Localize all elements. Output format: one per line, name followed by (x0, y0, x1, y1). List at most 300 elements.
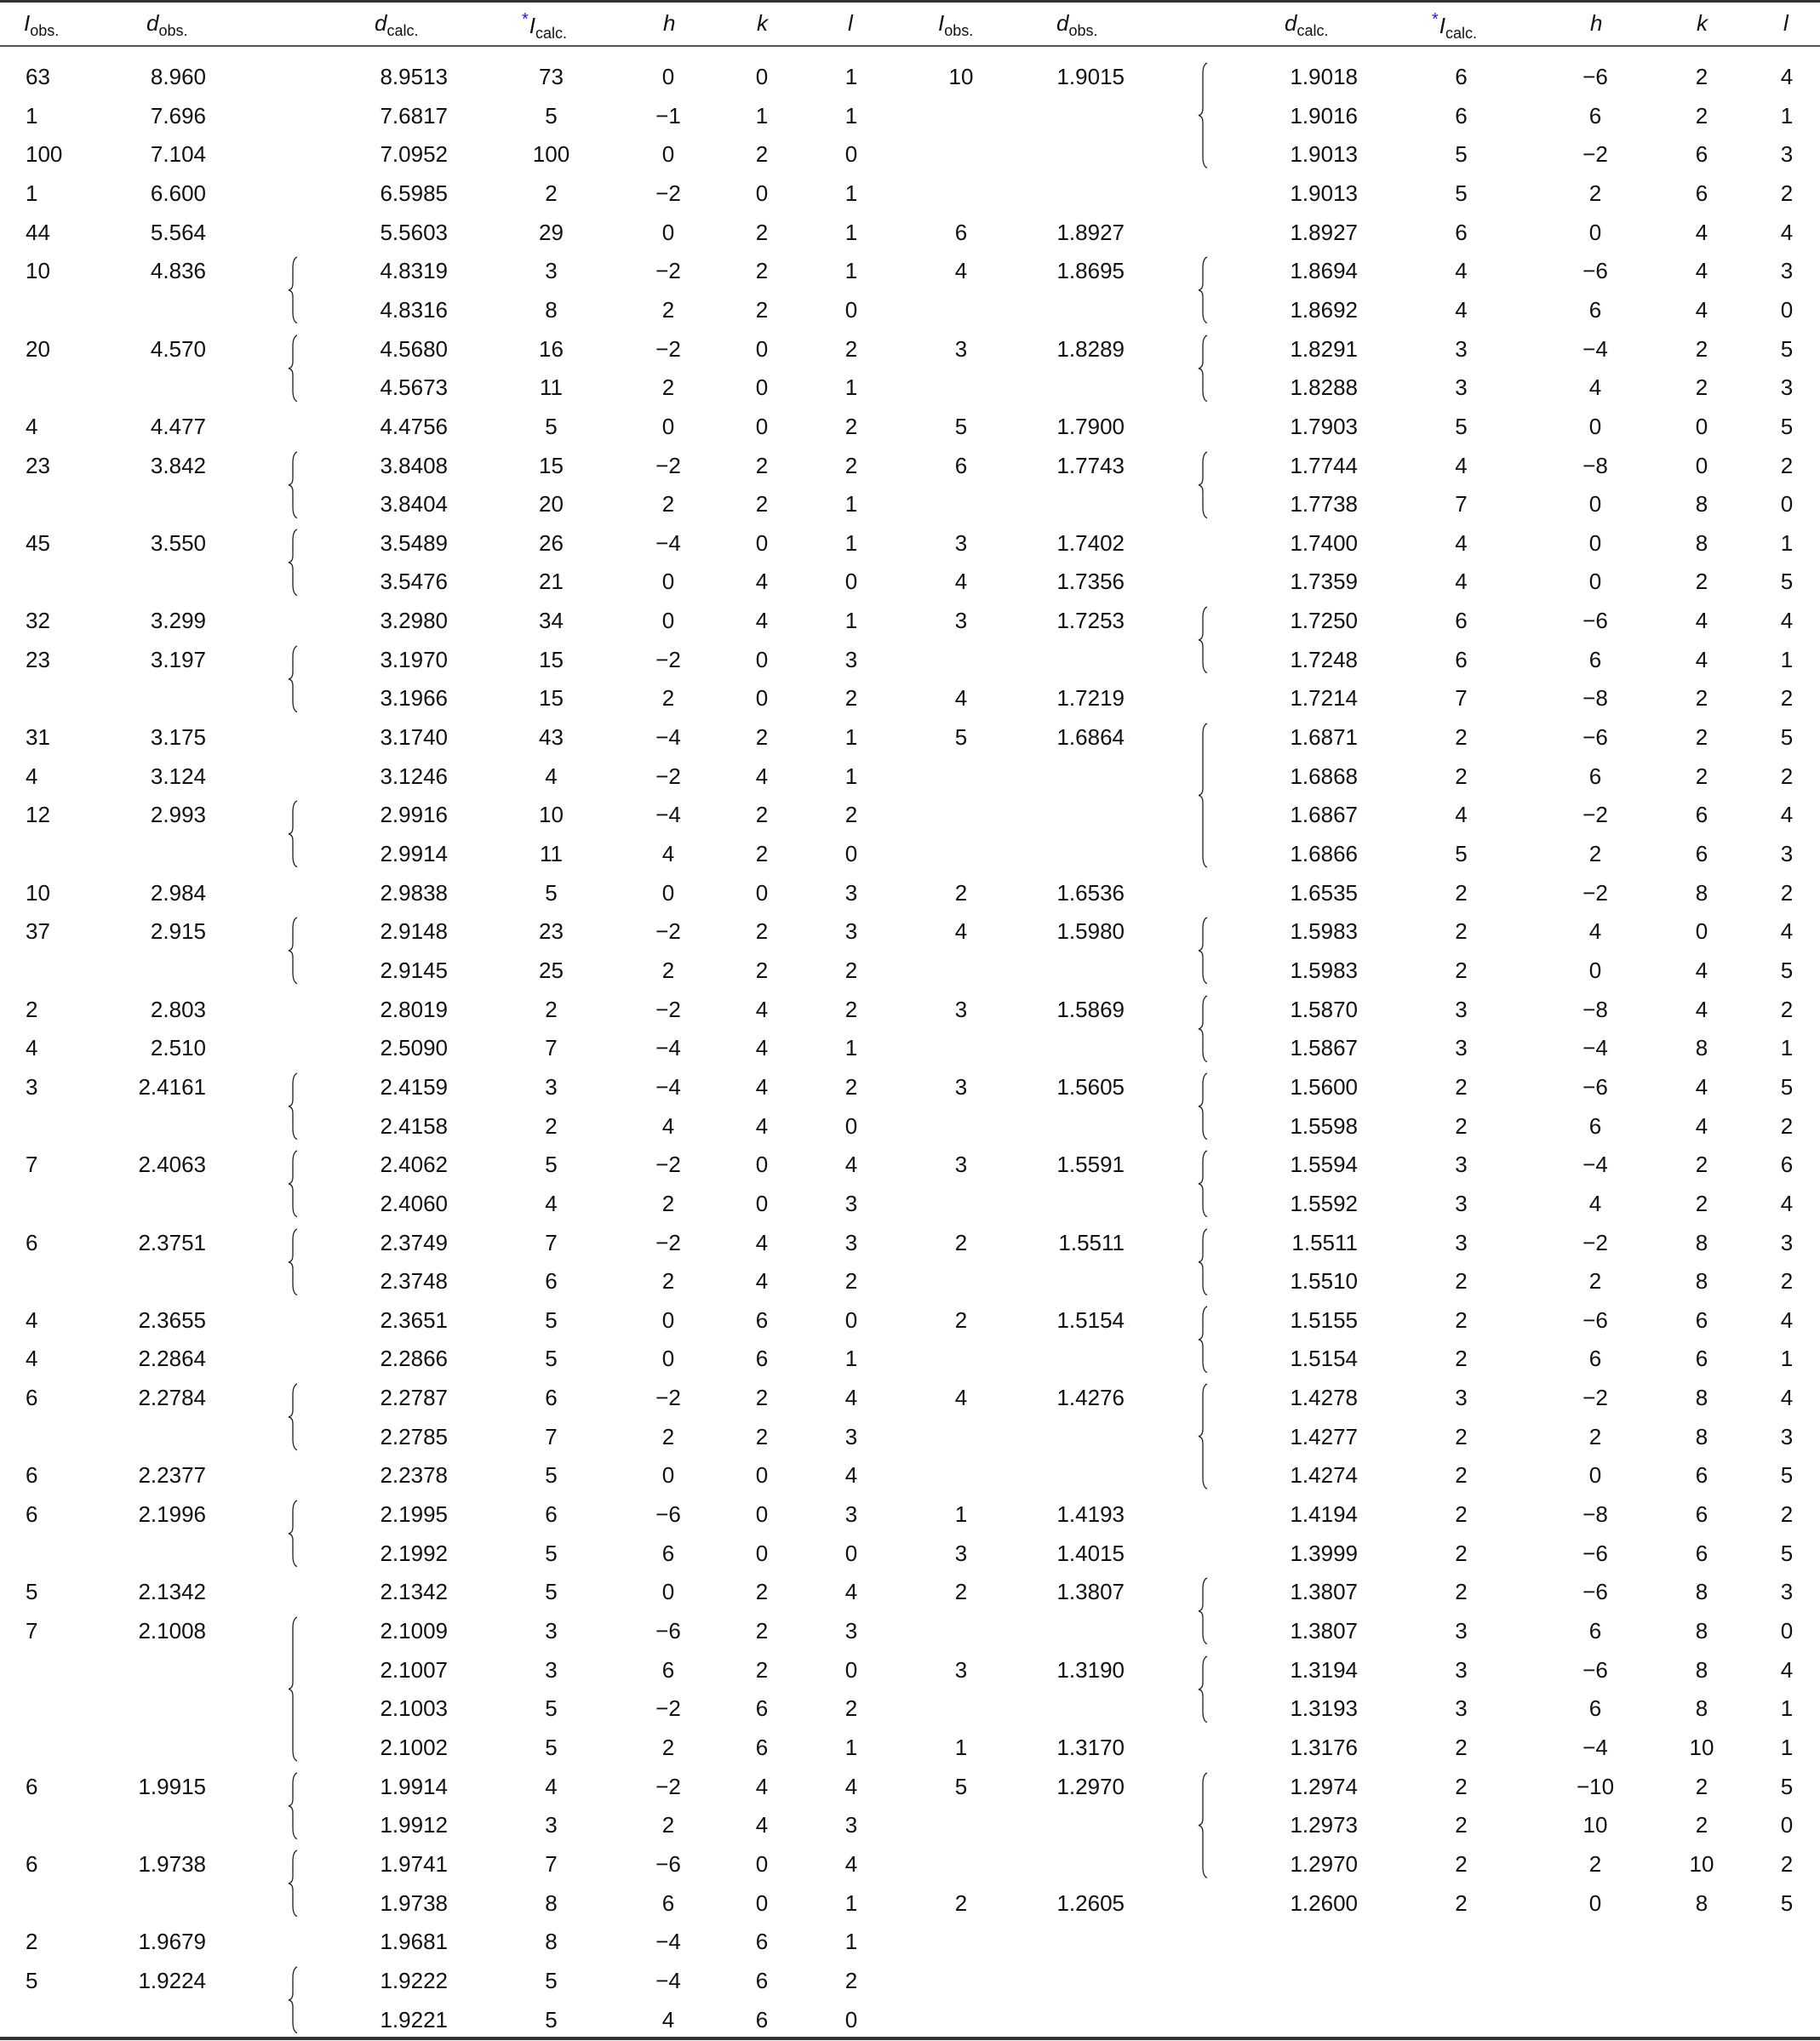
cell-h: 2 (661, 1734, 675, 1760)
cell-k: 0 (755, 1190, 769, 1216)
cell-icalc: 6 (1455, 646, 1468, 672)
cell-dcalc: 2.2787 (380, 1385, 448, 1411)
cell-l: 2 (1780, 996, 1794, 1022)
cell-l: 4 (844, 1152, 858, 1178)
cell-dcalc: 2.1003 (380, 1695, 448, 1722)
cell-h: 4 (1588, 1190, 1602, 1216)
cell-iobs: 2 (954, 1889, 968, 1916)
curly-brace-icon (287, 800, 299, 868)
cell-icalc: 4 (1455, 529, 1468, 556)
cell-h: 2 (661, 1190, 675, 1216)
cell-dcalc: 2.9914 (380, 841, 448, 866)
cell-dobs: 1.9224 (138, 1967, 206, 1993)
cell-k: 0 (755, 1850, 769, 1877)
cell-dobs: 1.6536 (1056, 879, 1125, 906)
cell-h: 4 (1588, 374, 1602, 401)
cell-l: 3 (844, 1229, 858, 1255)
cell-h: −2 (1582, 141, 1608, 168)
cell-dobs: 1.8289 (1056, 335, 1125, 362)
cell-k: 6 (755, 1929, 769, 1955)
cell-dcalc: 1.3193 (1290, 1695, 1358, 1722)
cell-iobs: 2 (954, 1229, 968, 1255)
cell-k: 0 (755, 374, 769, 401)
cell-iobs: 4 (954, 918, 968, 945)
cell-dcalc: 1.9222 (380, 1967, 448, 1993)
column-header-h: h (1590, 10, 1603, 36)
cell-l: 1 (844, 491, 858, 517)
cell-icalc: 23 (539, 918, 564, 945)
cell-dcalc: 2.8019 (380, 996, 448, 1022)
cell-l: 1 (1780, 1734, 1794, 1760)
cell-h: 4 (661, 2006, 675, 2032)
cell-dcalc: 1.2973 (1290, 1812, 1358, 1838)
cell-icalc: 2 (1455, 763, 1468, 789)
curly-brace-icon (1197, 1306, 1209, 1374)
cell-h: 2 (1588, 1423, 1602, 1449)
cell-iobs: 3 (954, 608, 968, 634)
cell-dcalc: 1.8692 (1290, 296, 1358, 323)
cell-l: 3 (844, 1190, 858, 1216)
cell-dobs: 1.4193 (1056, 1501, 1125, 1528)
cell-dobs: 5.564 (150, 219, 206, 245)
cell-dcalc: 7.6817 (380, 102, 448, 129)
cell-icalc: 3 (1455, 1190, 1468, 1216)
cell-dobs: 4.570 (150, 335, 206, 362)
cell-icalc: 2 (545, 180, 558, 206)
column-header-i-obs (24, 10, 59, 40)
cell-iobs: 2 (954, 1579, 968, 1605)
cell-k: 4 (1695, 219, 1708, 245)
cell-l: 4 (1780, 219, 1794, 245)
cell-icalc: 16 (539, 335, 564, 362)
cell-dcalc: 1.7359 (1290, 569, 1358, 595)
cell-icalc: 25 (539, 957, 564, 983)
curly-brace-icon (1197, 451, 1209, 519)
cell-k: 8 (1695, 529, 1708, 556)
cell-k: 6 (755, 1967, 769, 1993)
cell-icalc: 2 (1455, 1462, 1468, 1489)
cell-dobs: 2.3655 (138, 1306, 206, 1333)
cell-h: −4 (655, 529, 681, 556)
cell-h: −6 (1582, 1540, 1608, 1566)
cell-dobs: 2.2784 (138, 1385, 206, 1411)
cell-k: 10 (1689, 1734, 1714, 1760)
curly-brace-icon (1197, 1228, 1209, 1296)
cell-dcalc: 1.5510 (1290, 1268, 1358, 1295)
cell-dobs: 1.5980 (1056, 918, 1125, 945)
cell-k: 0 (755, 1152, 769, 1178)
cell-icalc: 4 (545, 1190, 558, 1216)
cell-k: 2 (755, 918, 769, 945)
cell-iobs: 6 (26, 1501, 38, 1528)
cell-dobs: 1.7900 (1056, 413, 1125, 439)
column-header-i-obs (938, 10, 973, 40)
cell-l: 2 (844, 685, 858, 712)
cell-icalc: 3 (545, 1812, 558, 1838)
cell-dcalc: 1.7214 (1290, 685, 1358, 712)
cell-dcalc: 2.1992 (380, 1540, 448, 1566)
cell-l: 1 (844, 258, 858, 284)
curly-brace-icon (1197, 256, 1209, 324)
curly-brace-icon (287, 1772, 299, 1840)
cell-k: 8 (1695, 879, 1708, 906)
cell-dcalc: 2.1002 (380, 1734, 448, 1760)
cell-l: 1 (1780, 1346, 1794, 1372)
cell-k: 4 (755, 608, 769, 634)
cell-iobs: 3 (954, 529, 968, 556)
header-subscript: calc. (386, 22, 419, 39)
cell-dcalc: 1.8927 (1290, 219, 1358, 245)
cell-h: 0 (661, 219, 675, 245)
cell-dcalc: 1.9738 (380, 1889, 448, 1916)
cell-k: 2 (1695, 102, 1708, 129)
cell-l: 2 (1780, 1850, 1794, 1877)
cell-dcalc: 1.6866 (1290, 841, 1358, 866)
cell-dcalc: 1.5598 (1290, 1112, 1358, 1139)
cell-h: −2 (655, 646, 681, 672)
cell-dobs: 7.696 (150, 102, 206, 129)
cell-dcalc: 1.9013 (1290, 180, 1358, 206)
cell-icalc: 11 (540, 841, 563, 866)
cell-h: 6 (661, 1889, 675, 1916)
cell-h: 0 (1588, 1462, 1602, 1489)
curly-brace-icon (1197, 62, 1209, 169)
cell-iobs: 31 (26, 724, 50, 751)
cell-l: 3 (1780, 841, 1794, 866)
cell-icalc: 4 (1455, 569, 1468, 595)
cell-dcalc: 1.5592 (1290, 1190, 1358, 1216)
cell-dobs: 2.4063 (138, 1152, 206, 1178)
cell-l: 3 (1780, 1229, 1794, 1255)
cell-l: 0 (844, 1112, 858, 1139)
cell-l: 1 (844, 180, 858, 206)
cell-icalc: 3 (1455, 996, 1468, 1022)
cell-icalc: 5 (545, 1579, 558, 1605)
cell-h: 2 (661, 296, 675, 323)
cell-h: −2 (655, 918, 681, 945)
cell-icalc: 2 (1455, 1734, 1468, 1760)
cell-dobs: 1.9915 (138, 1773, 206, 1799)
cell-l: 0 (1780, 1812, 1794, 1838)
cell-dcalc: 1.7250 (1290, 608, 1358, 634)
cell-l: 1 (844, 1035, 858, 1061)
cell-iobs: 1 (954, 1734, 968, 1760)
cell-iobs: 32 (26, 608, 50, 634)
cell-dobs: 2.510 (150, 1035, 206, 1061)
cell-k: 0 (755, 529, 769, 556)
cell-icalc: 2 (1455, 1306, 1468, 1333)
cell-k: 4 (755, 1773, 769, 1799)
cell-dcalc: 1.4194 (1290, 1501, 1358, 1528)
cell-iobs: 1 (954, 1501, 968, 1528)
cell-icalc: 2 (545, 996, 558, 1022)
cell-dobs: 1.5591 (1056, 1152, 1125, 1178)
cell-dobs: 1.8927 (1056, 219, 1125, 245)
cell-dcalc: 1.5983 (1290, 957, 1358, 983)
cell-icalc: 3 (1455, 374, 1468, 401)
cell-icalc: 3 (1455, 1152, 1468, 1178)
cell-dcalc: 2.1995 (380, 1501, 448, 1528)
cell-k: 0 (755, 64, 769, 89)
cell-k: 8 (1695, 1656, 1708, 1683)
curly-brace-icon (287, 256, 299, 324)
cell-l: 2 (844, 1073, 858, 1100)
cell-k: 1 (755, 102, 769, 129)
curly-brace-icon (287, 529, 299, 597)
curly-brace-icon (1197, 1772, 1209, 1878)
cell-h: 2 (661, 1268, 675, 1295)
cell-icalc: 4 (545, 763, 558, 789)
cell-iobs: 23 (26, 646, 50, 672)
cell-iobs: 4 (26, 763, 38, 789)
cell-icalc: 3 (1455, 1618, 1468, 1644)
cell-icalc: 5 (545, 413, 558, 439)
cell-l: 3 (844, 879, 858, 906)
cell-l: 3 (1780, 258, 1794, 284)
cell-k: 0 (755, 685, 769, 712)
cell-l: 2 (844, 1268, 858, 1295)
cell-h: −2 (655, 1229, 681, 1255)
cell-icalc: 6 (545, 1268, 558, 1295)
cell-h: −8 (1582, 1501, 1608, 1528)
cell-dcalc: 8.9513 (380, 64, 448, 89)
cell-iobs: 45 (26, 529, 50, 556)
cell-k: 2 (1695, 724, 1708, 751)
cell-dcalc: 2.9916 (380, 802, 448, 828)
cell-k: 2 (755, 957, 769, 983)
cell-k: 8 (1695, 1229, 1708, 1255)
cell-dobs: 1.2970 (1056, 1773, 1125, 1799)
cell-h: −6 (1582, 724, 1608, 751)
cell-icalc: 21 (539, 569, 564, 595)
cell-dobs: 2.1008 (138, 1618, 206, 1644)
header-symbol: d (375, 10, 387, 36)
cell-h: 0 (1588, 957, 1602, 983)
cell-h: −6 (1582, 258, 1608, 284)
cell-h: 2 (661, 374, 675, 401)
cell-h: 0 (661, 1462, 675, 1489)
cell-icalc: 3 (545, 1656, 558, 1683)
cell-icalc: 5 (545, 1967, 558, 1993)
cell-k: 4 (755, 996, 769, 1022)
cell-dobs: 2.4161 (138, 1073, 206, 1100)
cell-h: −2 (655, 996, 681, 1022)
cell-l: 0 (1780, 491, 1794, 517)
header-subscript: calc. (1296, 22, 1329, 39)
cell-dobs: 1.4015 (1056, 1540, 1125, 1566)
cell-h: −2 (1582, 1385, 1608, 1411)
header-subscript: obs. (1068, 22, 1098, 39)
cell-l: 2 (844, 996, 858, 1022)
cell-l: 1 (844, 1929, 858, 1955)
cell-k: 6 (1695, 1306, 1708, 1333)
cell-k: 6 (1695, 1501, 1708, 1528)
cell-icalc: 2 (1455, 1112, 1468, 1139)
cell-k: 2 (755, 219, 769, 245)
cell-l: 3 (844, 1423, 858, 1449)
cell-l: 1 (844, 724, 858, 751)
column-header-k: k (1697, 10, 1708, 36)
cell-dcalc: 2.5090 (380, 1035, 448, 1061)
cell-dobs: 2.803 (150, 996, 206, 1022)
cell-l: 5 (1780, 724, 1794, 751)
cell-dcalc: 1.9013 (1290, 141, 1358, 168)
cell-dcalc: 2.2378 (380, 1462, 448, 1489)
cell-icalc: 3 (1455, 1695, 1468, 1722)
header-subscript: calc. (535, 25, 568, 42)
cell-dcalc: 2.1009 (380, 1618, 448, 1644)
cell-h: 2 (1588, 180, 1602, 206)
cell-dcalc: 3.1966 (380, 685, 448, 712)
cell-icalc: 2 (1455, 1268, 1468, 1295)
cell-dcalc: 1.5154 (1290, 1346, 1358, 1372)
cell-iobs: 3 (954, 1073, 968, 1100)
cell-l: 1 (1780, 102, 1794, 129)
cell-icalc: 7 (545, 1423, 558, 1449)
cell-dcalc: 1.7903 (1290, 413, 1358, 439)
cell-k: 2 (1695, 335, 1708, 362)
cell-l: 0 (844, 841, 858, 866)
column-header-d-calc (375, 10, 418, 40)
cell-l: 5 (1780, 1773, 1794, 1799)
cell-h: 0 (661, 569, 675, 595)
curly-brace-icon (1197, 334, 1209, 403)
cell-h: −2 (655, 1152, 681, 1178)
cell-dobs: 1.5511 (1058, 1229, 1125, 1255)
cell-h: −4 (655, 724, 681, 751)
cell-l: 5 (1780, 1073, 1794, 1100)
cell-dcalc: 1.8694 (1290, 258, 1358, 284)
cell-k: 10 (1689, 1850, 1714, 1877)
cell-dcalc: 3.1246 (380, 763, 448, 789)
cell-l: 4 (1780, 802, 1794, 828)
cell-h: −4 (1582, 1035, 1608, 1061)
cell-icalc: 5 (545, 1734, 558, 1760)
cell-iobs: 4 (26, 413, 38, 439)
cell-k: 2 (755, 1385, 769, 1411)
cell-k: 8 (1695, 491, 1708, 517)
cell-dobs: 1.9015 (1056, 64, 1125, 89)
cell-icalc: 2 (1455, 879, 1468, 906)
curly-brace-icon (1197, 606, 1209, 674)
cell-dcalc: 1.5867 (1290, 1035, 1358, 1061)
cell-dcalc: 1.6535 (1290, 879, 1358, 906)
cell-k: 4 (755, 1812, 769, 1838)
cell-l: 5 (1780, 335, 1794, 362)
cell-iobs: 3 (954, 1656, 968, 1683)
cell-iobs: 4 (954, 569, 968, 595)
cell-icalc: 4 (1455, 802, 1468, 828)
cell-k: 2 (755, 258, 769, 284)
cell-dobs: 2.984 (150, 879, 206, 906)
cell-icalc: 7 (1455, 491, 1468, 517)
cell-k: 4 (1695, 608, 1708, 634)
cell-l: 4 (844, 1773, 858, 1799)
cell-k: 6 (755, 1695, 769, 1722)
cell-h: 6 (1588, 296, 1602, 323)
cell-icalc: 5 (545, 1306, 558, 1333)
column-header-d-obs (1056, 10, 1098, 40)
cell-l: 2 (844, 413, 858, 439)
cell-h: −6 (1582, 64, 1608, 89)
cell-k: 2 (755, 452, 769, 478)
cell-k: 4 (1695, 296, 1708, 323)
cell-l: 0 (844, 296, 858, 323)
cell-l: 1 (844, 763, 858, 789)
cell-iobs: 5 (26, 1579, 38, 1605)
cell-dcalc: 1.7400 (1290, 529, 1358, 556)
cell-iobs: 1 (26, 102, 38, 129)
cell-dcalc: 1.5511 (1291, 1229, 1358, 1255)
cell-l: 1 (844, 219, 858, 245)
cell-dcalc: 7.0952 (380, 141, 448, 168)
cell-iobs: 6 (26, 1229, 38, 1255)
cell-h: −6 (1582, 1579, 1608, 1605)
cell-iobs: 6 (954, 452, 968, 478)
cell-iobs: 3 (954, 1152, 968, 1178)
cell-k: 4 (1695, 646, 1708, 672)
cell-k: 0 (755, 1501, 769, 1528)
cell-icalc: 3 (1455, 1656, 1468, 1683)
cell-icalc: 6 (1455, 102, 1468, 129)
cell-icalc: 2 (1455, 1889, 1468, 1916)
cell-dobs: 3.842 (150, 452, 206, 478)
cell-l: 3 (844, 1618, 858, 1644)
column-header-i-calc (522, 10, 567, 43)
cell-h: 0 (661, 879, 675, 906)
curly-brace-icon (287, 917, 299, 985)
curly-brace-icon (287, 1849, 299, 1918)
cell-k: 4 (1695, 1112, 1708, 1139)
cell-dcalc: 1.4274 (1290, 1462, 1358, 1489)
cell-dcalc: 1.8291 (1290, 335, 1358, 362)
cell-dcalc: 3.8408 (380, 452, 448, 478)
cell-icalc: 6 (545, 1501, 558, 1528)
cell-l: 1 (844, 608, 858, 634)
cell-iobs: 10 (26, 258, 50, 284)
cell-h: −6 (1582, 1306, 1608, 1333)
cell-icalc: 7 (545, 1229, 558, 1255)
cell-k: 8 (1695, 1035, 1708, 1061)
cell-h: −1 (655, 102, 681, 129)
cell-h: −4 (655, 802, 681, 828)
cell-icalc: 100 (532, 141, 570, 168)
cell-icalc: 5 (545, 1346, 558, 1372)
column-header-d-obs (146, 10, 188, 40)
curly-brace-icon (287, 1383, 299, 1451)
cell-dcalc: 2.9145 (380, 957, 448, 983)
cell-iobs: 2 (954, 879, 968, 906)
cell-l: 4 (1780, 1656, 1794, 1683)
cell-iobs: 5 (954, 413, 968, 439)
cell-l: 1 (844, 529, 858, 556)
cell-iobs: 2 (954, 1306, 968, 1333)
cell-icalc: 5 (1455, 180, 1468, 206)
cell-icalc: 2 (1455, 1579, 1468, 1605)
cell-dcalc: 1.7738 (1290, 491, 1358, 517)
cell-k: 2 (755, 1656, 769, 1683)
cell-l: 3 (1780, 1423, 1794, 1449)
cell-l: 2 (1780, 1268, 1794, 1295)
curly-brace-icon (287, 1150, 299, 1218)
cell-k: 2 (755, 1618, 769, 1644)
cell-iobs: 10 (948, 64, 974, 89)
cell-iobs: 6 (26, 1462, 38, 1489)
cell-h: −2 (655, 1385, 681, 1411)
cell-dcalc: 3.1970 (380, 646, 448, 672)
cell-k: 8 (1695, 1618, 1708, 1644)
cell-icalc: 5 (1455, 141, 1468, 168)
